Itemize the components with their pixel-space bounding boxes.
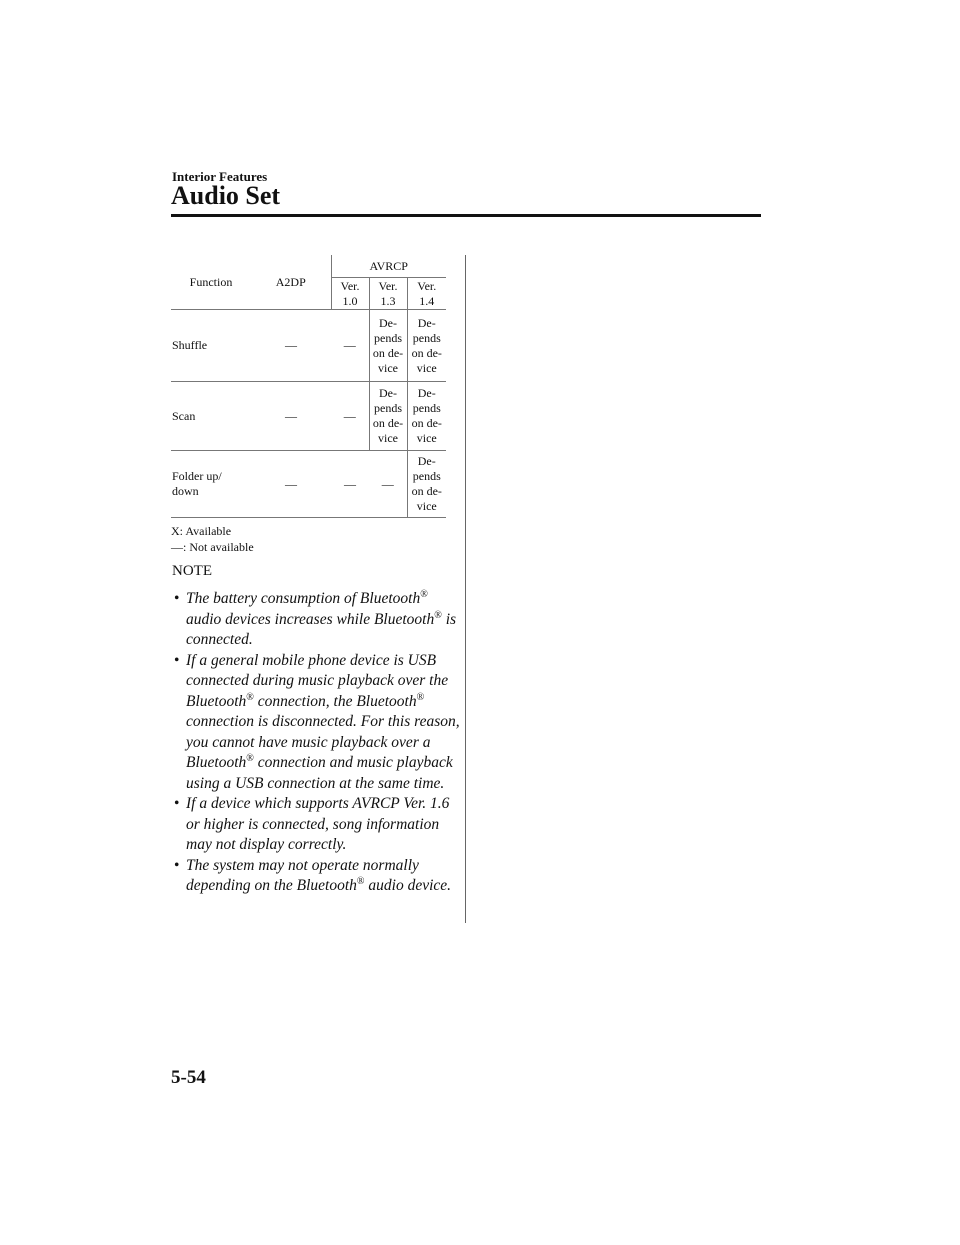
header-ver-1-0: Ver. 1.0	[331, 278, 369, 310]
bullet-icon: •	[174, 651, 180, 669]
header-ver-1-3: Ver. 1.3	[369, 278, 407, 310]
cell-ver-1-4: De- pends on de- vice	[407, 310, 446, 382]
section-label: Interior Features	[172, 169, 268, 184]
note-item: • The battery consumption of Bluetooth® audio devices increases while Bluetooth® is connected.	[174, 589, 457, 648]
page-number: 5-54	[171, 1067, 206, 1088]
bullet-icon: •	[174, 856, 180, 874]
cell-ver-1-4: De- pends on de- vice	[407, 451, 446, 518]
note-item: • If a general mobile phone device is USB connected during music playback over the Bluetooth® connection, the Bluetooth® connection is disconnected. For this reason, you cannot have music playback over a Bluetooth® connection and music playback using a USB connection at the same time.	[174, 651, 460, 792]
header-function: Function	[171, 255, 251, 310]
table-legend	[171, 523, 254, 555]
legend-not-available: —: Not available	[171, 540, 254, 554]
header-a2dp: A2DP	[251, 255, 331, 310]
header-ver-1-4: Ver. 1.4	[407, 278, 446, 310]
table-row	[171, 382, 446, 451]
note-item: • If a device which supports AVRCP Ver. 1.6 or higher is connected, song information may not display correctly.	[174, 795, 450, 853]
compatibility-table	[171, 255, 446, 518]
legend-available: X: Available	[171, 524, 232, 538]
cell-ver-1-3: —	[369, 451, 407, 518]
table-row	[171, 451, 446, 518]
cell-a2dp: —	[251, 310, 331, 382]
row-function: Scan	[171, 382, 251, 451]
row-function: Shuffle	[171, 310, 251, 382]
column-divider	[465, 255, 466, 923]
row-function: Folder up/ down	[171, 451, 251, 518]
cell-ver-1-3: De- pends on de- vice	[369, 382, 407, 451]
note-heading: NOTE	[172, 563, 212, 579]
bullet-icon: •	[174, 590, 180, 607]
bullet-icon: •	[174, 795, 180, 812]
title-rule	[171, 214, 761, 217]
cell-ver-1-0: —	[331, 382, 369, 451]
cell-ver-1-0: —	[331, 451, 369, 518]
cell-ver-1-4: De- pends on de- vice	[407, 382, 446, 451]
header-avrcp: AVRCP	[331, 255, 446, 278]
cell-a2dp: —	[251, 451, 331, 518]
table-row	[171, 310, 446, 382]
cell-a2dp: —	[251, 382, 331, 451]
note-list	[171, 589, 461, 897]
cell-ver-1-0: —	[331, 310, 369, 382]
page-title: Audio Set	[171, 181, 281, 210]
cell-ver-1-3: De- pends on de- vice	[369, 310, 407, 382]
note-item: • The system may not operate normally depending on the Bluetooth® audio device.	[174, 856, 452, 894]
